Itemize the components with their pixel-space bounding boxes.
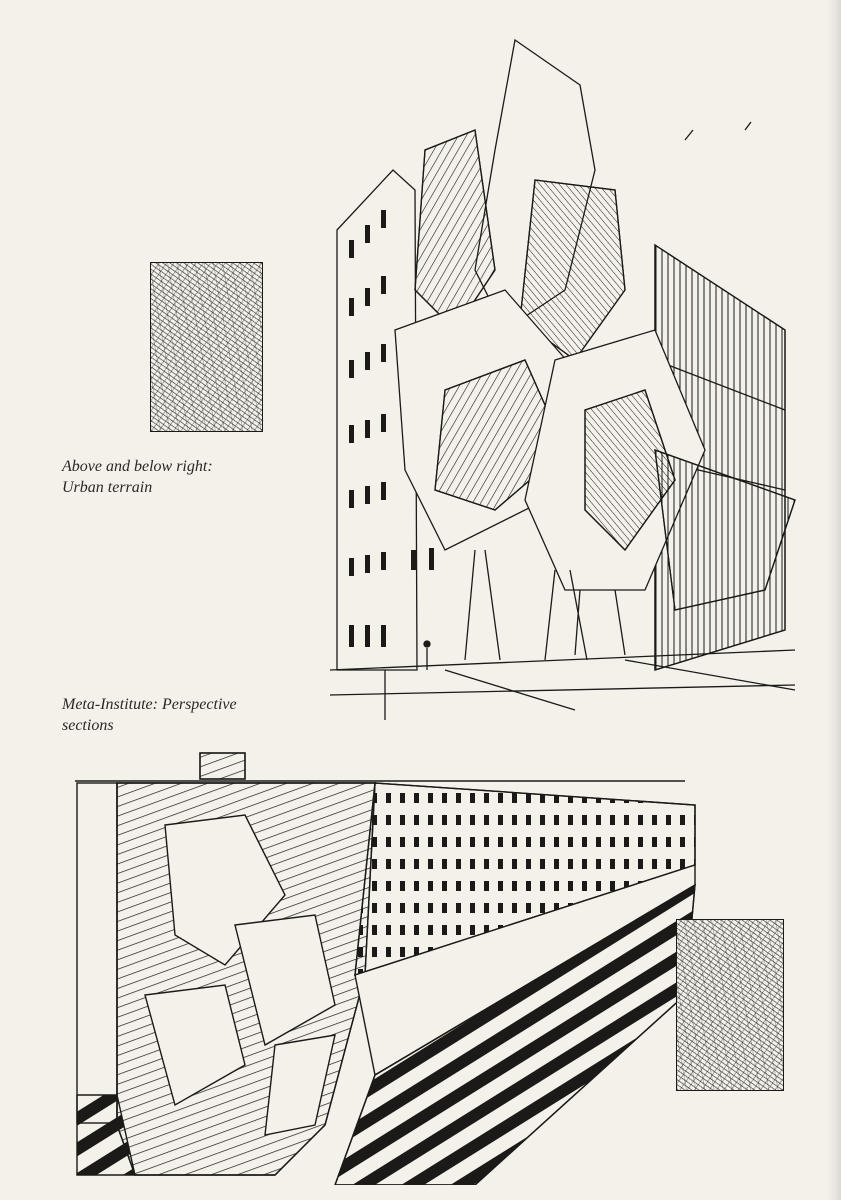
meta-institute-tower-perspective [325, 30, 820, 720]
page-gutter [827, 0, 841, 1200]
caption-meta-institute [62, 694, 282, 736]
urban-terrain-texture-bottom [676, 919, 784, 1091]
urban-terrain-texture-top [150, 262, 263, 432]
caption-urban-terrain-line2: Urban terrain [62, 479, 153, 496]
caption-urban-terrain [62, 456, 282, 498]
caption-urban-terrain-line1: Above and below right: [62, 458, 213, 475]
meta-institute-block-perspective [75, 745, 700, 1185]
caption-meta-institute-line1: Meta-Institute: Perspective [62, 696, 237, 713]
caption-meta-institute-line2: sections [62, 717, 114, 734]
